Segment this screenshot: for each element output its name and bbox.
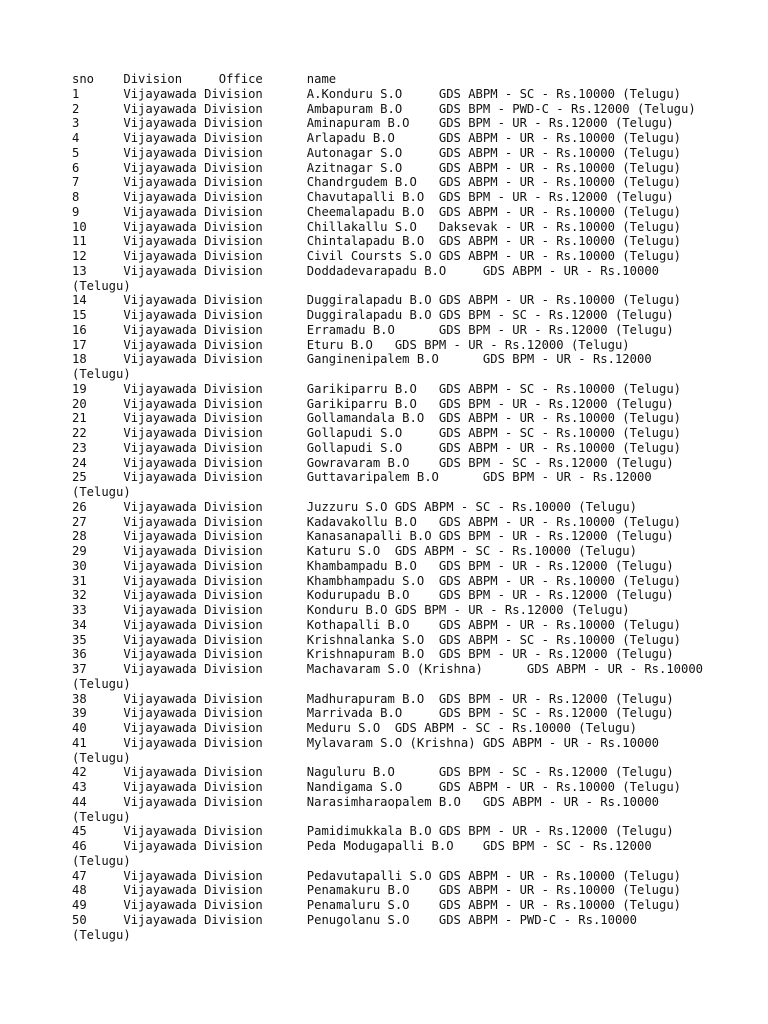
table-row-line: 7 Vijayawada Division Chandrgudem B.O GDS ABPM - UR - Rs.10000 (Telugu) <box>72 175 682 190</box>
table-row-line: 47 Vijayawada Division Pedavutapalli S.O GDS ABPM - UR - Rs.10000 (Telugu) <box>72 868 682 883</box>
table-row-line: 4 Vijayawada Division Arlapadu B.O GDS ABPM - UR - Rs.10000 (Telugu) <box>72 131 682 145</box>
table-row-line: 44 Vijayawada Division Narasimharaopalem B.O GDS ABPM - UR - Rs.10000 <box>72 794 659 809</box>
table-row-line: 45 Vijayawada Division Pamidimukkala B.O GDS BPM - UR - Rs.12000 (Telugu) <box>72 824 674 839</box>
table-row-line: 36 Vijayawada Division Krishnapuram B.O GDS BPM - UR - Rs.12000 (Telugu) <box>72 647 674 662</box>
table-row-line: 12 Vijayawada Division Civil Coursts S.O GDS ABPM - UR - Rs.10000 (Telugu) <box>72 249 682 263</box>
table-row-line: 31 Vijayawada Division Khambhampadu S.O GDS ABPM - UR - Rs.10000 (Telugu) <box>72 573 682 588</box>
table-row-line: 15 Vijayawada Division Duggiralapadu B.O GDS BPM - SC - Rs.12000 (Telugu) <box>72 308 674 322</box>
table-row-line: 24 Vijayawada Division Gowravaram B.O GDS BPM - SC - Rs.12000 (Telugu) <box>72 455 674 470</box>
table-row-line: 38 Vijayawada Division Madhurapuram B.O GDS BPM - UR - Rs.12000 (Telugu) <box>72 691 674 706</box>
table-row-line: (Telugu) <box>72 367 131 381</box>
table-row-line: 13 Vijayawada Division Doddadevarapadu B.O GDS ABPM - UR - Rs.10000 <box>72 263 659 278</box>
table-row-line: 46 Vijayawada Division Peda Modugapalli B.O GDS BPM - SC - Rs.12000 <box>72 839 652 853</box>
table-row-line: 16 Vijayawada Division Erramadu B.O GDS BPM - UR - Rs.12000 (Telugu) <box>72 322 674 337</box>
table-row-line: 6 Vijayawada Division Azitnagar S.O GDS ABPM - UR - Rs.10000 (Telugu) <box>72 160 682 175</box>
table-row-line: 29 Vijayawada Division Katuru S.O GDS ABPM - SC - Rs.10000 (Telugu) <box>72 544 637 558</box>
table-row-line: 30 Vijayawada Division Khambampadu B.O GDS BPM - UR - Rs.12000 (Telugu) <box>72 558 674 573</box>
table-row-line: 42 Vijayawada Division Naguluru B.O GDS BPM - SC - Rs.12000 (Telugu) <box>72 765 674 780</box>
table-row-line: 8 Vijayawada Division Chavutapalli B.O GDS BPM - UR - Rs.12000 (Telugu) <box>72 190 674 204</box>
table-row-line: 41 Vijayawada Division Mylavaram S.O (Krishna) GDS ABPM - UR - Rs.10000 <box>72 735 659 750</box>
table-row-line: 32 Vijayawada Division Kodurupadu B.O GDS BPM - UR - Rs.12000 (Telugu) <box>72 588 674 603</box>
document-text-body <box>72 72 752 942</box>
table-row-line: 43 Vijayawada Division Nandigama S.O GDS ABPM - UR - Rs.10000 (Telugu) <box>72 780 682 794</box>
table-row-line: 37 Vijayawada Division Machavaram S.O (Krishna) GDS ABPM - UR - Rs.10000 <box>72 662 704 676</box>
table-row-line: 33 Vijayawada Division Konduru B.O GDS BPM - UR - Rs.12000 (Telugu) <box>72 603 630 617</box>
table-row-line: 21 Vijayawada Division Gollamandala B.O GDS ABPM - UR - Rs.10000 (Telugu) <box>72 411 682 426</box>
table-row-line: 34 Vijayawada Division Kothapalli B.O GDS ABPM - UR - Rs.10000 (Telugu) <box>72 617 682 632</box>
table-row-line: 39 Vijayawada Division Marrivada B.O GDS BPM - SC - Rs.12000 (Telugu) <box>72 706 674 721</box>
table-row-line: 5 Vijayawada Division Autonagar S.O GDS ABPM - UR - Rs.10000 (Telugu) <box>72 145 682 160</box>
table-row-line: (Telugu) <box>72 676 131 691</box>
table-row-line: (Telugu) <box>72 278 131 293</box>
table-row-line: 19 Vijayawada Division Garikiparru B.O GDS ABPM - SC - Rs.10000 (Telugu) <box>72 381 682 396</box>
table-row-line: 27 Vijayawada Division Kadavakollu B.O GDS ABPM - UR - Rs.10000 (Telugu) <box>72 514 682 529</box>
table-row-line: 28 Vijayawada Division Kanasanapalli B.O GDS BPM - UR - Rs.12000 (Telugu) <box>72 529 674 544</box>
table-row-line: 14 Vijayawada Division Duggiralapadu B.O GDS ABPM - UR - Rs.10000 (Telugu) <box>72 293 682 308</box>
table-row-line: 50 Vijayawada Division Penugolanu S.O GDS ABPM - PWD-C - Rs.10000 <box>72 912 637 927</box>
table-row-line: 23 Vijayawada Division Gollapudi S.O GDS ABPM - UR - Rs.10000 (Telugu) <box>72 440 682 455</box>
table-row-line: 2 Vijayawada Division Ambapuram B.O GDS BPM - PWD-C - Rs.12000 (Telugu) <box>72 101 696 116</box>
table-row-line: 9 Vijayawada Division Cheemalapadu B.O GDS ABPM - UR - Rs.10000 (Telugu) <box>72 204 682 219</box>
table-row-line: 26 Vijayawada Division Juzzuru S.O GDS ABPM - SC - Rs.10000 (Telugu) <box>72 499 637 514</box>
table-row-line: (Telugu) <box>72 853 131 868</box>
table-header-row: sno Division Office name <box>72 72 337 86</box>
table-row-line: 35 Vijayawada Division Krishnalanka S.O GDS ABPM - SC - Rs.10000 (Telugu) <box>72 632 682 647</box>
table-row-line: (Telugu) <box>72 485 131 499</box>
table-row-line: 48 Vijayawada Division Penamakuru B.O GDS ABPM - UR - Rs.10000 (Telugu) <box>72 883 682 898</box>
table-row-line: 3 Vijayawada Division Aminapuram B.O GDS BPM - UR - Rs.12000 (Telugu) <box>72 116 674 131</box>
table-row-line: 18 Vijayawada Division Ganginenipalem B.O GDS BPM - UR - Rs.12000 <box>72 352 652 367</box>
table-row-line: (Telugu) <box>72 927 131 942</box>
table-row-line: 20 Vijayawada Division Garikiparru B.O GDS BPM - UR - Rs.12000 (Telugu) <box>72 396 674 411</box>
table-row-line: 22 Vijayawada Division Gollapudi S.O GDS ABPM - SC - Rs.10000 (Telugu) <box>72 426 682 440</box>
table-row-line: 1 Vijayawada Division A.Konduru S.O GDS ABPM - SC - Rs.10000 (Telugu) <box>72 86 682 101</box>
table-row-line: 25 Vijayawada Division Guttavaripalem B.O GDS BPM - UR - Rs.12000 <box>72 470 652 485</box>
table-row-line: 49 Vijayawada Division Penamaluru S.O GDS ABPM - UR - Rs.10000 (Telugu) <box>72 898 682 912</box>
table-row-line: (Telugu) <box>72 750 131 765</box>
table-row-line: 10 Vijayawada Division Chillakallu S.O Daksevak - UR - Rs.10000 (Telugu) <box>72 219 682 234</box>
table-row-line: (Telugu) <box>72 809 131 824</box>
table-row-line: 17 Vijayawada Division Eturu B.O GDS BPM - UR - Rs.12000 (Telugu) <box>72 337 630 352</box>
table-row-line: 40 Vijayawada Division Meduru S.O GDS ABPM - SC - Rs.10000 (Telugu) <box>72 721 637 735</box>
table-row-line: 11 Vijayawada Division Chintalapadu B.O GDS ABPM - UR - Rs.10000 (Telugu) <box>72 234 682 249</box>
